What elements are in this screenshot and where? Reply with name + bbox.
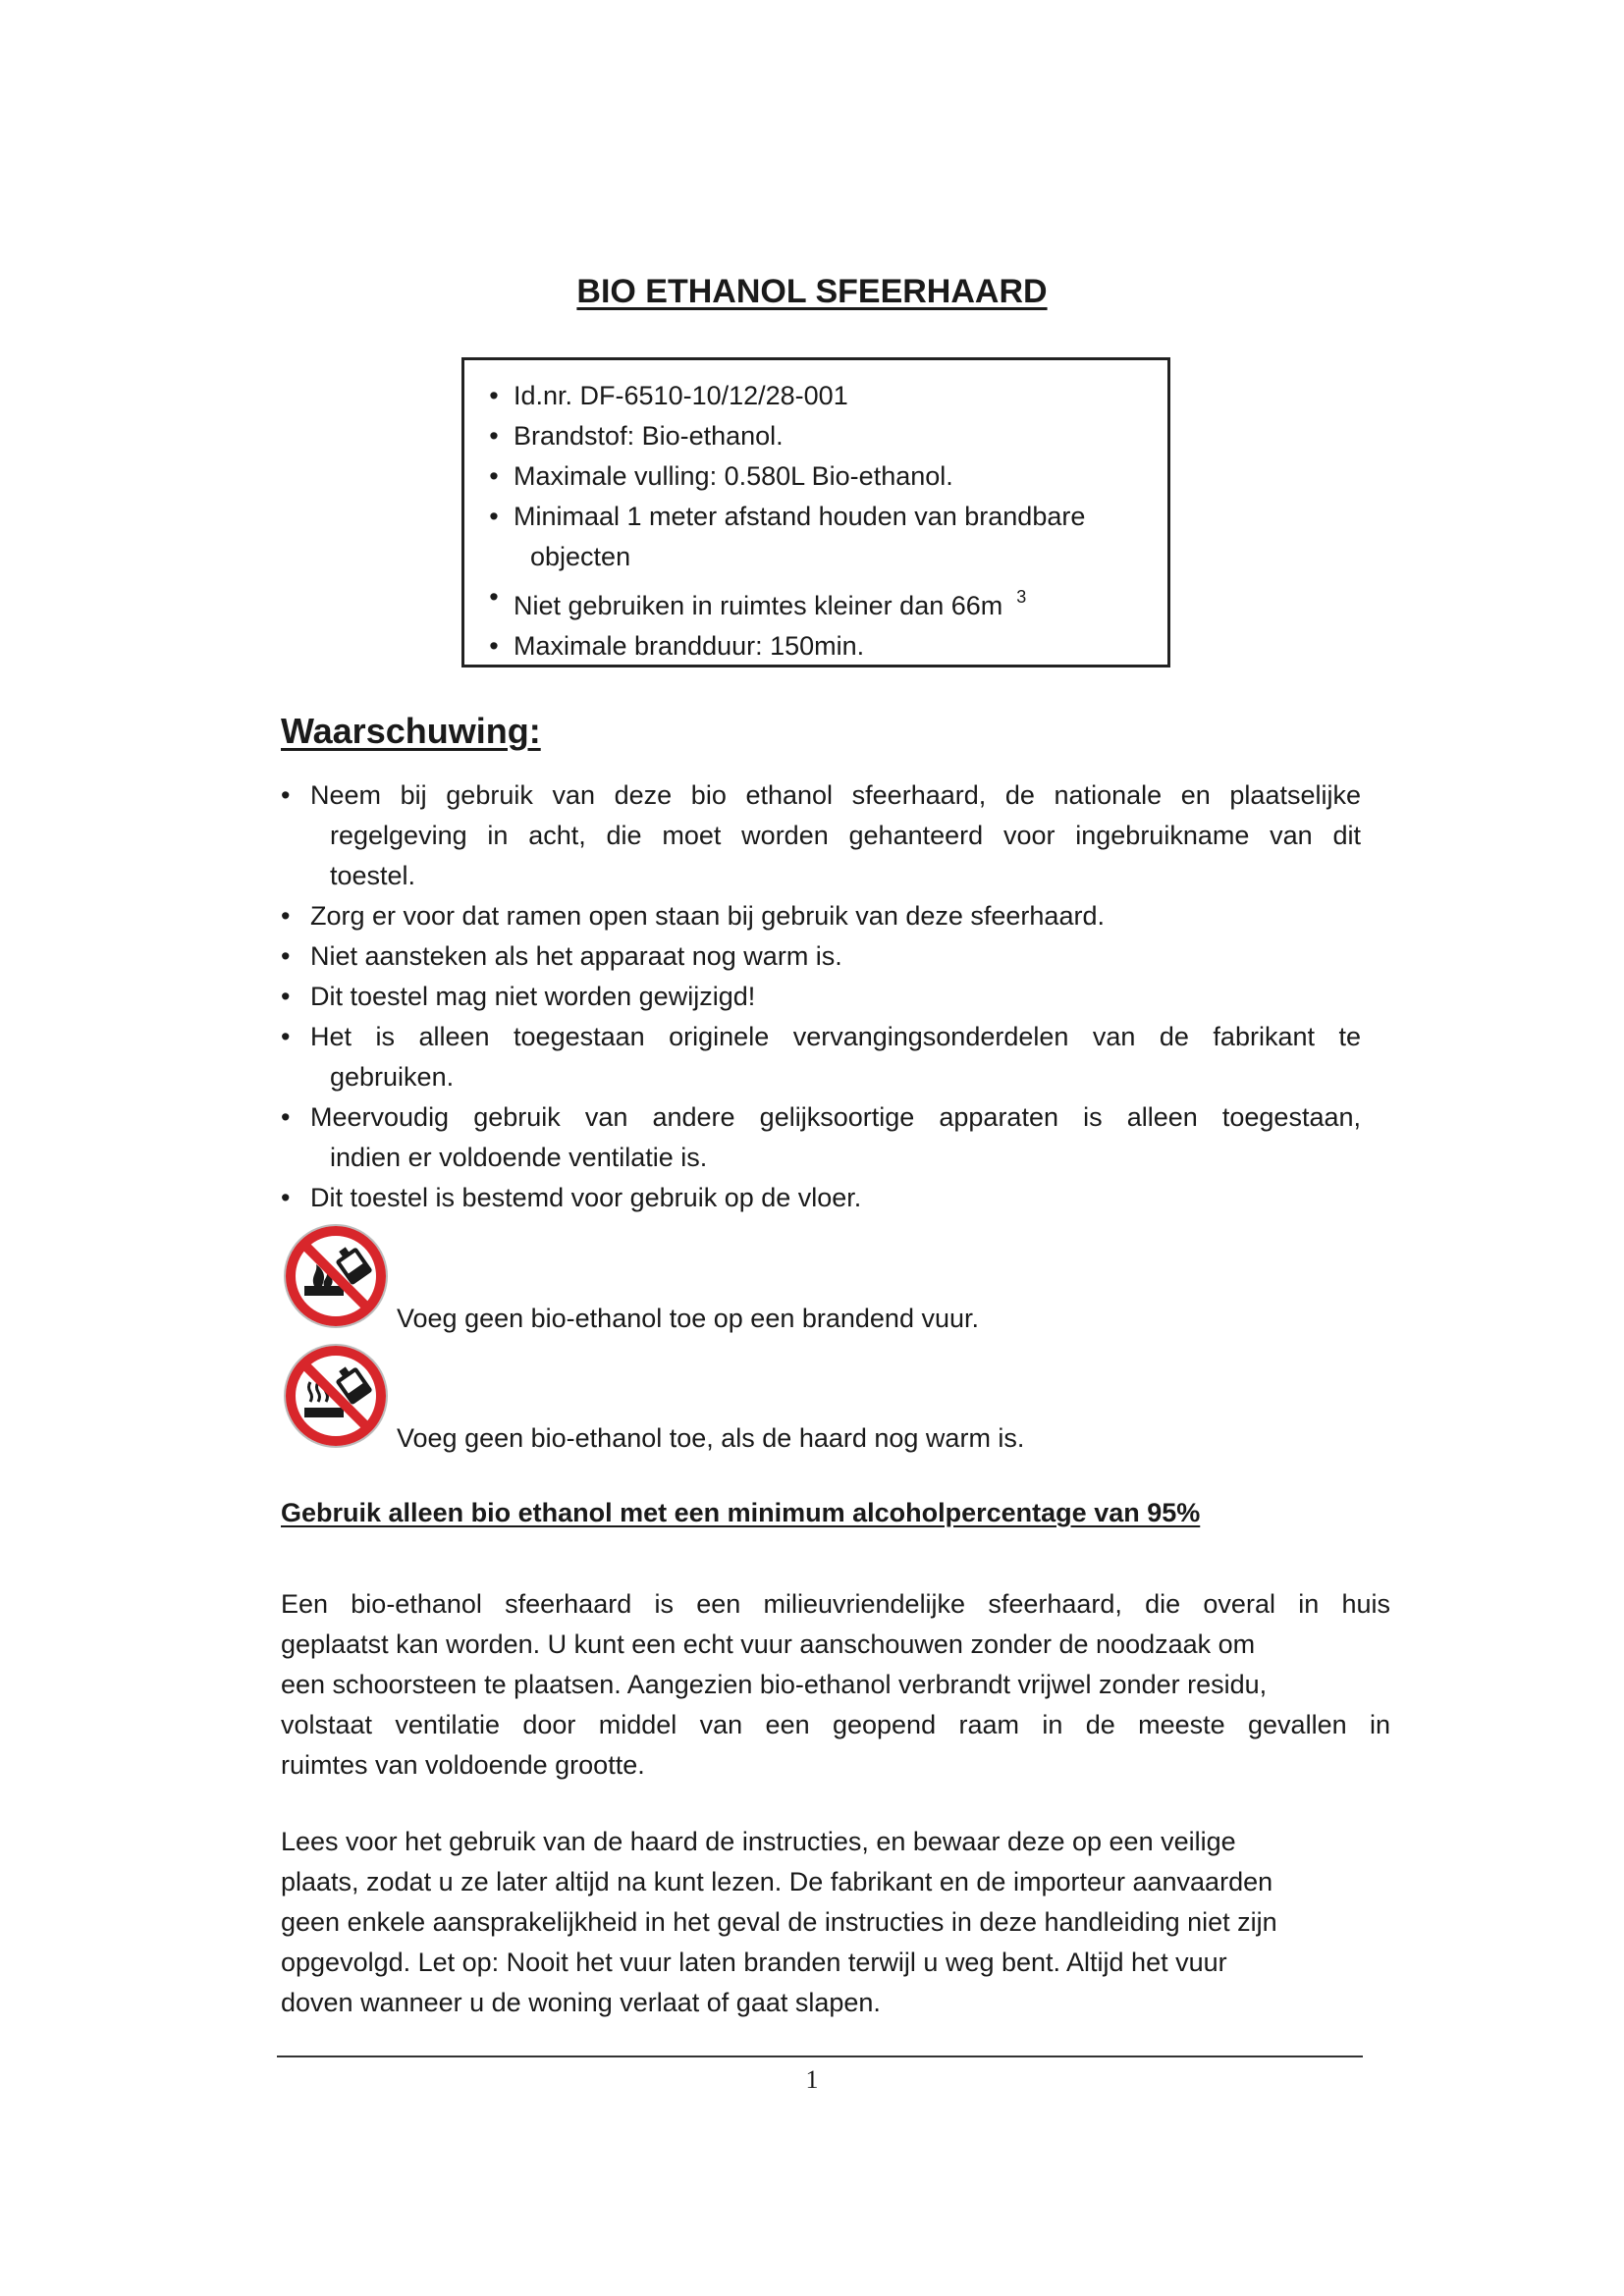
no-fuel-when-hot-icon [281,1341,391,1451]
spec-item [484,577,1148,626]
bullet: • [281,901,291,931]
bullet: • [489,631,499,661]
intro-paragraph [281,1584,1390,1786]
bullet: • [489,502,499,531]
warning-text: Meervoudig gebruik van andere gelijksoortige apparaten is alleen toegestaan, [310,1102,1361,1132]
warning-item [281,1017,1361,1097]
bullet: • [489,582,499,612]
paragraph-line: doven wanneer u de woning verlaat of gaat slapen. [281,1988,881,2017]
specification-box [461,357,1170,667]
paragraph-line: Lees voor het gebruik van de haard de instructies, en bewaar deze op een veilige [281,1827,1236,1856]
paragraph-line: plaats, zodat u ze later altijd na kunt lezen. De fabrikant en de importeur aanvaarden [281,1867,1273,1896]
specification-list [484,376,1148,667]
warning-text: Dit toestel mag niet worden gewijzigd! [310,982,756,1011]
pictogram-caption: Voeg geen bio-ethanol toe op een brandend vuur. [397,1304,979,1333]
bullet: • [281,1102,291,1132]
document-title: BIO ETHANOL SFEERHAARD [576,273,1048,310]
warning-list [281,775,1361,1218]
warning-text: indien er voldoende ventilatie is. [330,1143,708,1172]
warning-text: toestel. [330,861,416,890]
warning-text: Zorg er voor dat ramen open staan bij gebruik van deze sfeerhaard. [310,901,1105,931]
warning-text: Dit toestel is bestemd voor gebruik op de vloer. [310,1183,862,1212]
warning-item [281,775,1361,896]
warning-item [281,1097,1361,1178]
spec-item [484,497,1148,577]
spec-max-fill: Maximale vulling: 0.580L Bio-ethanol. [514,461,953,491]
pictogram-caption: Voeg geen bio-ethanol toe, als de haard nog warm is. [397,1423,1025,1453]
spec-item [484,456,1148,497]
bullet: • [281,941,291,971]
warning-text: regelgeving in acht, die moet worden gehanteerd voor ingebruikname van dit [330,821,1361,850]
bullet: • [489,421,499,451]
bullet: • [281,1022,291,1051]
warning-text: Niet aansteken als het apparaat nog warm is. [310,941,842,971]
fuel-requirement-heading: Gebruik alleen bio ethanol met een minimum alcoholpercentage van 95% [281,1498,1201,1527]
paragraph-line: een schoorsteen te plaatsen. Aangezien bio-ethanol verbrandt vrijwel zonder residu, [281,1670,1268,1699]
instructions-paragraph [281,1822,1390,2023]
warning-item [281,936,1361,977]
paragraph-line: geen enkele aansprakelijkheid in het geval de instructies in deze handleiding niet zijn [281,1907,1277,1937]
bullet: • [281,982,291,1011]
paragraph-line: opgevolgd. Let op: Nooit het vuur laten branden terwijl u weg bent. Altijd het vuur [281,1948,1227,1977]
warning-heading: Waarschuwing: [281,711,541,751]
spec-min-distance: Minimaal 1 meter afstand houden van brandbare [514,502,1086,531]
spec-room-size-superscript: 3 [1016,587,1027,607]
bullet: • [489,461,499,491]
spec-burn-time: Maximale brandduur: 150min. [514,631,865,661]
spec-min-distance-cont: objecten [530,542,631,571]
spec-id-number: Id.nr. DF-6510-10/12/28-001 [514,381,848,410]
paragraph-line: ruimtes van voldoende grootte. [281,1750,645,1780]
paragraph-line: Een bio-ethanol sfeerhaard is een milieuvriendelijke sfeerhaard, die overal in huis [281,1589,1390,1619]
bullet: • [281,780,291,810]
no-fuel-on-fire-icon [281,1221,391,1331]
spec-fuel: Brandstof: Bio-ethanol. [514,421,784,451]
warning-item [281,896,1361,936]
paragraph-line: geplaatst kan worden. U kunt een echt vuur aanschouwen zonder de noodzaak om [281,1629,1256,1659]
page-number: 1 [805,2065,819,2094]
spec-item [484,626,1148,667]
warning-item [281,1178,1361,1218]
warning-text: Neem bij gebruik van deze bio ethanol sfeerhaard, de nationale en plaatselijke [310,780,1361,810]
spec-item [484,376,1148,416]
warning-item [281,977,1361,1017]
bullet: • [281,1183,291,1212]
bullet: • [489,381,499,410]
paragraph-line: volstaat ventilatie door middel van een geopend raam in de meeste gevallen in [281,1710,1390,1739]
warning-text: Het is alleen toegestaan originele vervangingsonderdelen van de fabrikant te [310,1022,1361,1051]
warning-text: gebruiken. [330,1062,455,1092]
spec-room-size: Niet gebruiken in ruimtes kleiner dan 66m [514,591,1003,620]
spec-item [484,416,1148,456]
footer-divider [277,2056,1363,2057]
